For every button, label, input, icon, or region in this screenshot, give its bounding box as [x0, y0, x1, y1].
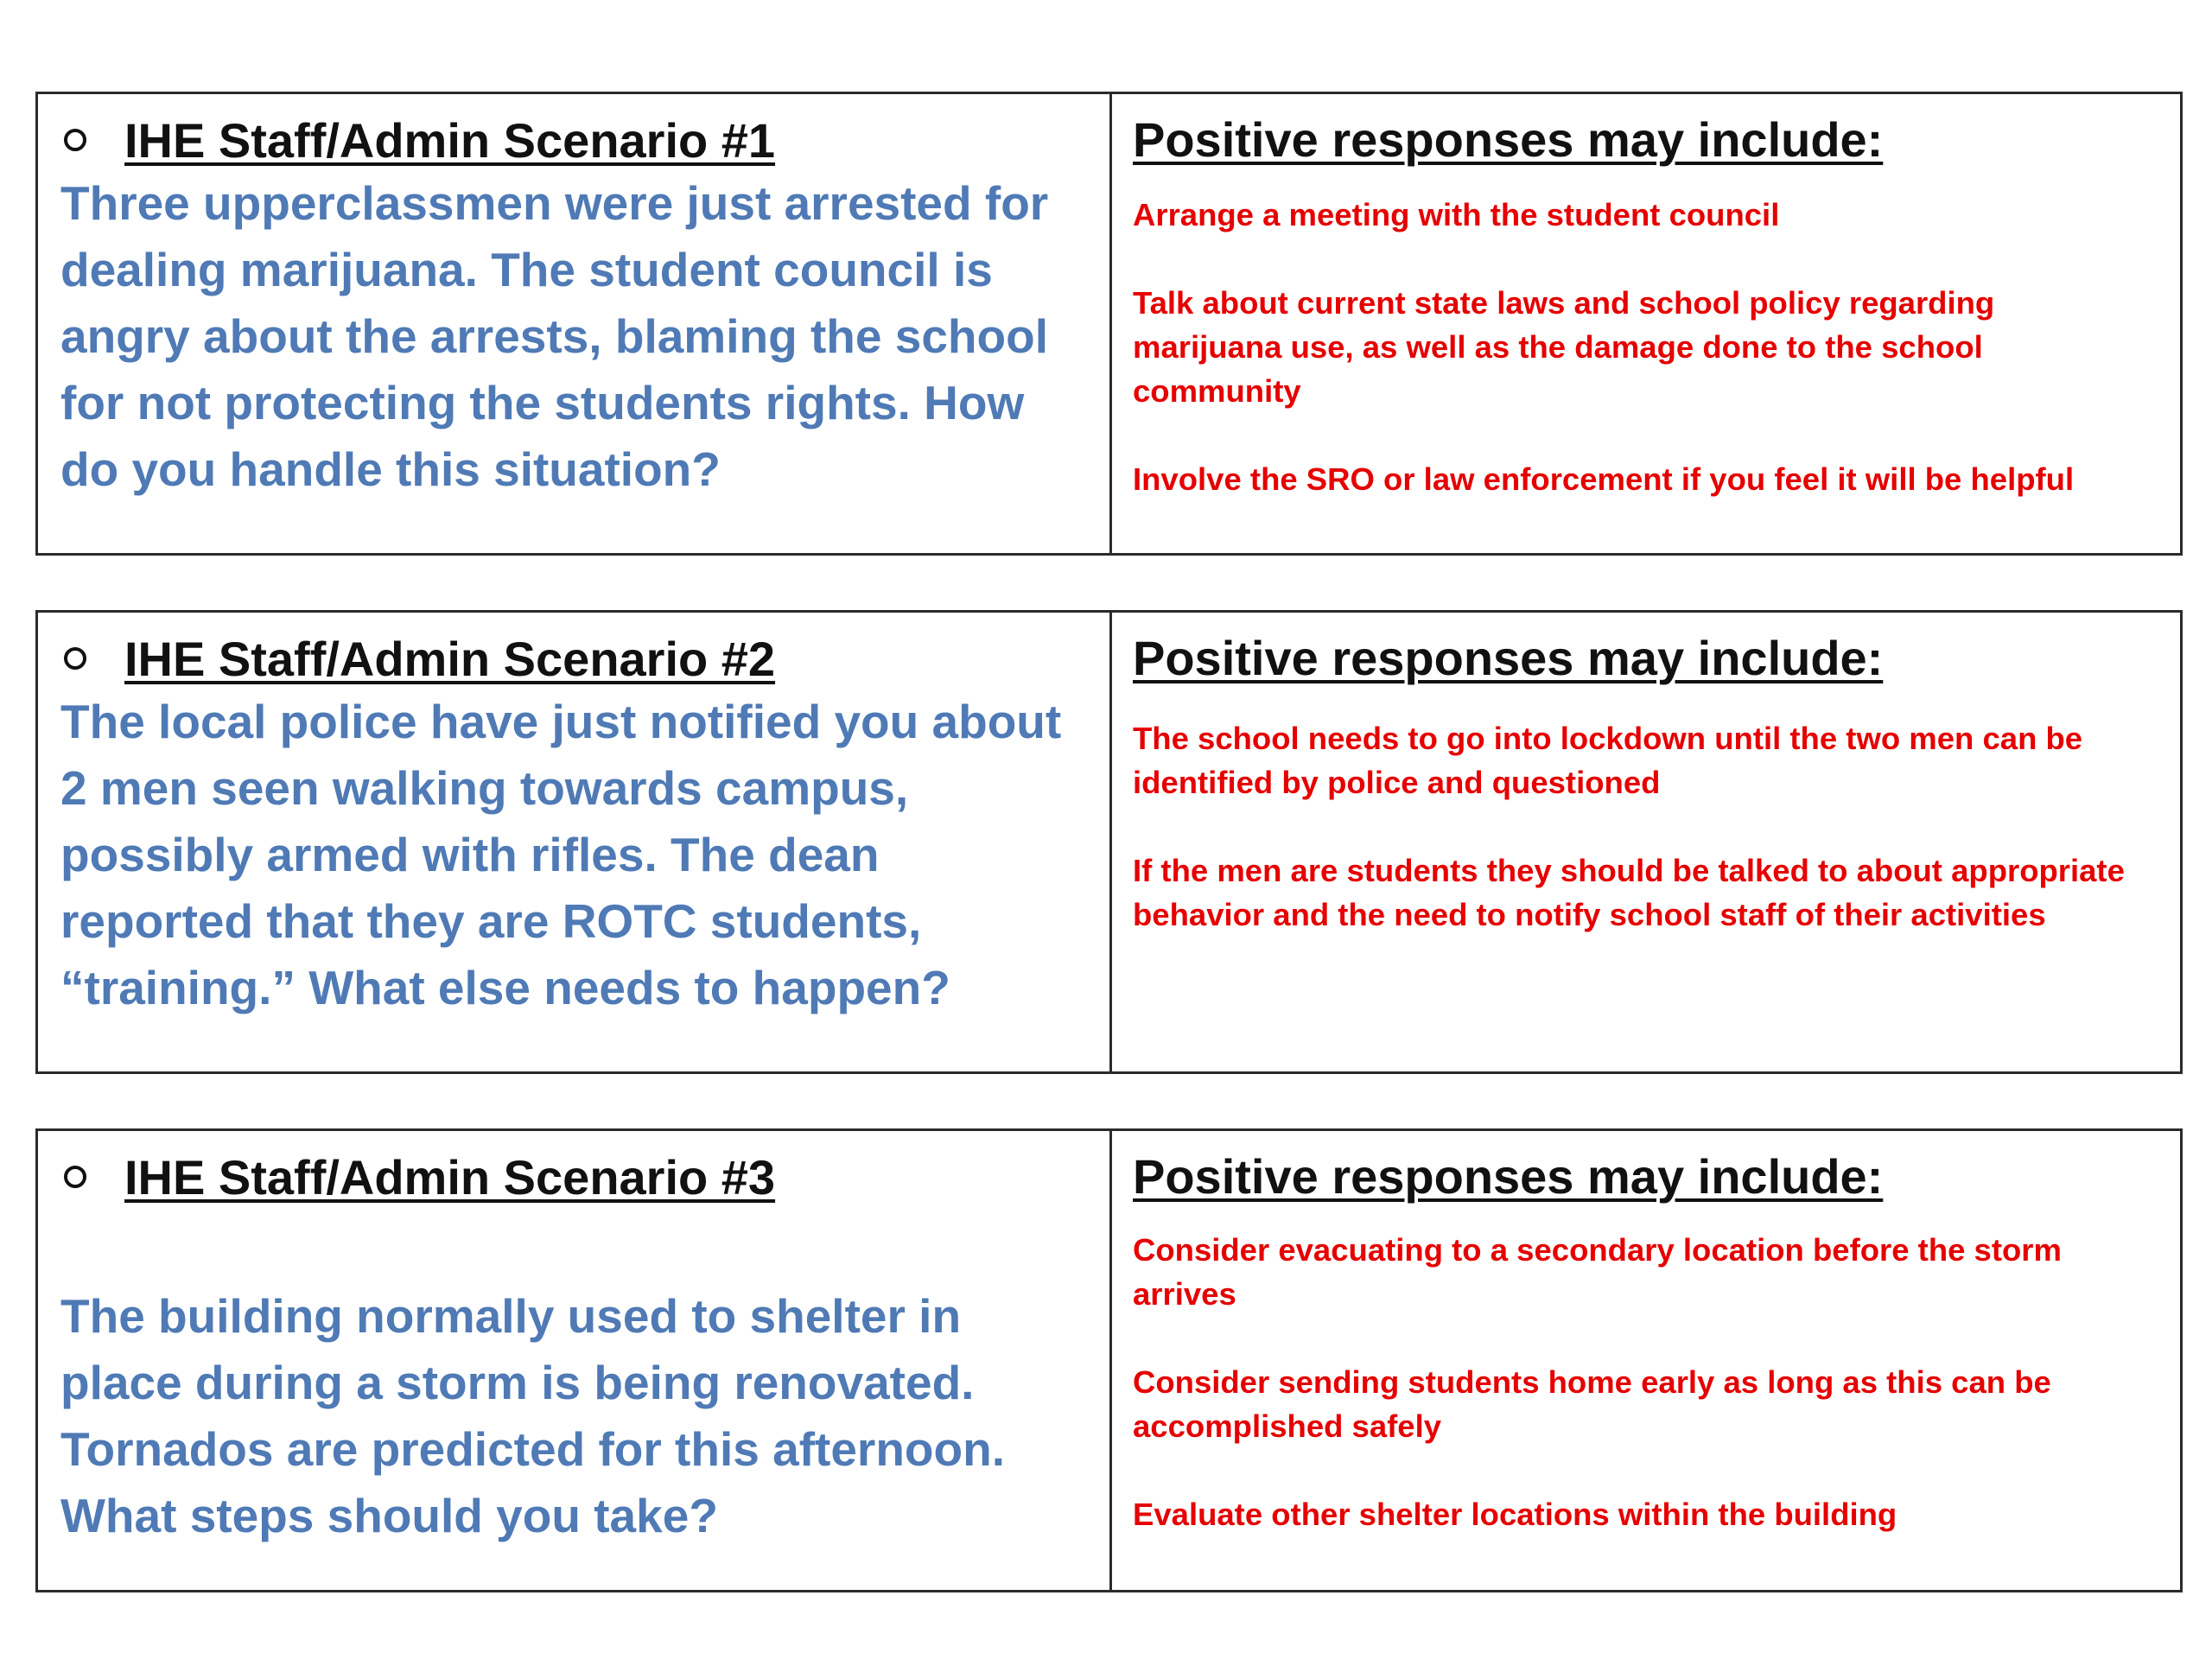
responses-title: Positive responses may include:: [1133, 1149, 1884, 1204]
response-item: Consider evacuating to a secondary location before the storm arrives: [1133, 1232, 2062, 1312]
responses-panel: [1112, 613, 2180, 1071]
hollow-circle-bullet-icon: [64, 647, 86, 670]
responses-list: [1133, 193, 2163, 501]
scenario-title: IHE Staff/Admin Scenario #3: [124, 1149, 776, 1205]
responses-panel: [1112, 94, 2180, 553]
responses-list: [1133, 1228, 2163, 1536]
response-item: If the men are students they should be talked to about appropriate behavior and the need to notify school staff of their activities: [1133, 853, 2125, 932]
responses-title: Positive responses may include:: [1133, 112, 1884, 167]
scenario-heading: [60, 111, 1092, 168]
response-item: Talk about current state laws and school policy regarding marijuana use, as well as the damage done to the school community: [1133, 285, 1995, 409]
scenario-panel: [38, 613, 1112, 1071]
scenario-card-1: [35, 92, 2183, 556]
scenario-title: IHE Staff/Admin Scenario #2: [124, 631, 776, 686]
scenario-title: IHE Staff/Admin Scenario #1: [124, 112, 776, 168]
hollow-circle-bullet-icon: [64, 129, 86, 151]
response-item: Evaluate other shelter locations within the building: [1133, 1497, 1897, 1532]
hollow-circle-bullet-icon: [64, 1166, 86, 1188]
response-item: The school needs to go into lockdown until the two men can be identified by police and questioned: [1133, 721, 2083, 800]
scenario-card-3: [35, 1128, 2183, 1592]
response-item: Involve the SRO or law enforcement if you feel it will be helpful: [1133, 461, 2075, 497]
response-item: Consider sending students home early as long as this can be accomplished safely: [1133, 1364, 2051, 1444]
scenario-card-2: [35, 610, 2183, 1074]
scenario-heading: [60, 1148, 1092, 1205]
scenario-question: The building normally used to shelter in place during a storm is being renovated. Tornados are predicted for this afternoon. What steps should you take?: [60, 1289, 1005, 1542]
scenario-panel: [38, 1131, 1112, 1590]
responses-title: Positive responses may include:: [1133, 631, 1884, 685]
response-item: Arrange a meeting with the student council: [1133, 197, 1780, 232]
scenario-panel: [38, 94, 1112, 553]
scenario-question: The local police have just notified you about 2 men seen walking towards campus, possibly armed with rifles. The dean reported that they are ROTC students, “training.” What else needs to happen?: [60, 695, 1062, 1014]
responses-panel: [1112, 1131, 2180, 1590]
scenario-heading: [60, 630, 1092, 687]
scenario-question: Three upperclassmen were just arrested for dealing marijuana. The student council is angry about the arrests, blaming the school for not protecting the students rights. How do you handle this situation?: [60, 176, 1049, 496]
responses-list: [1133, 716, 2163, 937]
